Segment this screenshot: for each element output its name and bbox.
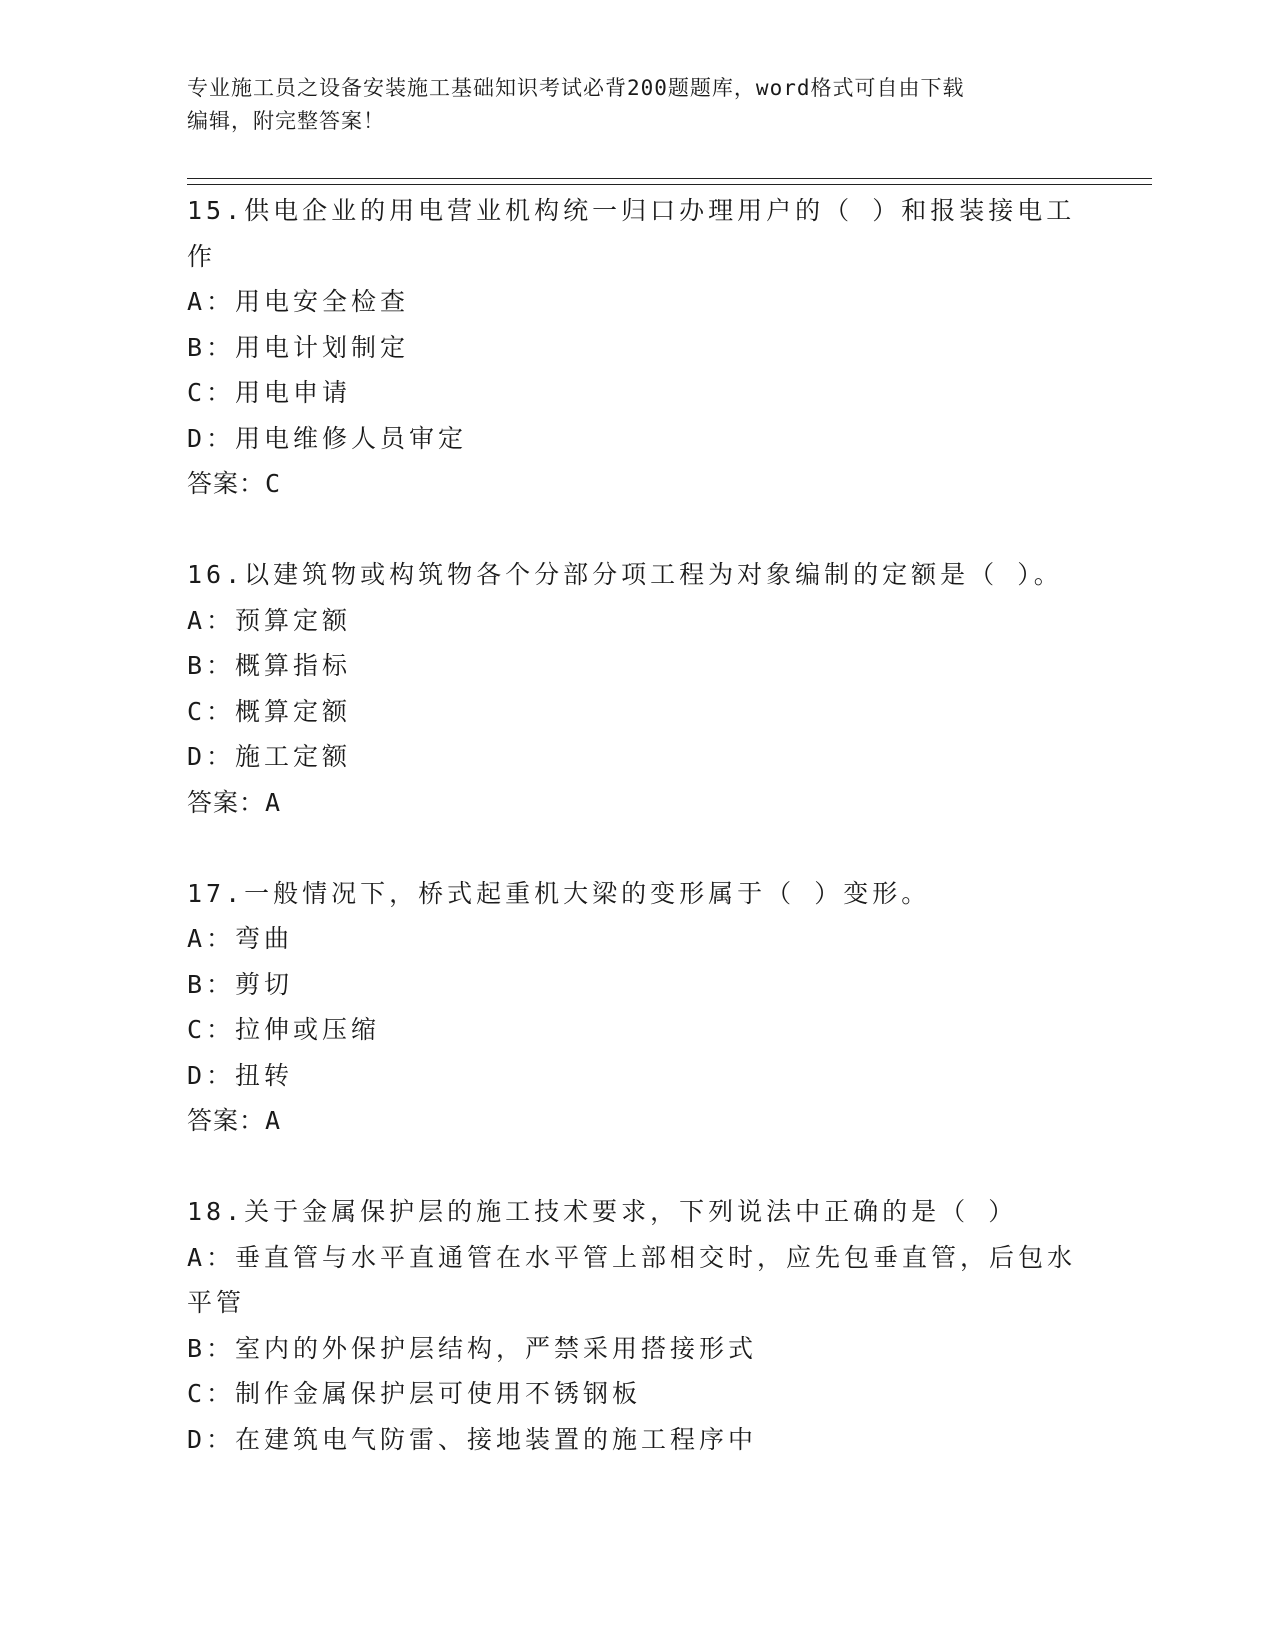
answer-line: 答案：C [187, 469, 282, 498]
option-c: C：概算定额 [187, 696, 352, 726]
option-a: A：弯曲 [187, 924, 294, 953]
option-d: D：施工定额 [187, 742, 352, 771]
option-a: A：用电安全检查 [187, 287, 410, 316]
option-b: B：用电计划制定 [187, 332, 410, 362]
question-stem-line: 16.以建筑物或构筑物各个分部分项工程为对象编制的定额是（ ）。 [187, 560, 1063, 589]
option-d: D：在建筑电气防雷、接地装置的施工程序中 [187, 1424, 758, 1454]
option-a: A：预算定额 [187, 605, 352, 635]
answer-line: 答案：A [187, 787, 282, 817]
question-stem-line: 17.一般情况下，桥式起重机大梁的变形属于（ ）变形。 [187, 878, 931, 908]
header-line-2: 编辑，附完整答案！ [187, 109, 385, 133]
question-15 [187, 188, 1087, 507]
question-stem-line: 作 [187, 241, 217, 271]
option-b: B：室内的外保护层结构，严禁采用搭接形式 [187, 1333, 758, 1363]
question-spacer [187, 1144, 1087, 1190]
option-b: B：剪切 [187, 969, 294, 999]
header-divider-bottom [187, 184, 1152, 185]
option-a-continuation: 平管 [187, 1288, 246, 1317]
header-line-1: 专业施工员之设备安装施工基础知识考试必背200题题库，word格式可自由下载 [187, 76, 965, 100]
header-divider-top [187, 178, 1152, 179]
option-d: D：用电维修人员审定 [187, 423, 468, 453]
option-c: C：拉伸或压缩 [187, 1015, 381, 1044]
answer-line: 答案：A [187, 1106, 282, 1135]
option-c: C：用电申请 [187, 378, 352, 407]
document-header [187, 72, 1087, 138]
question-18 [187, 1189, 1087, 1462]
option-c: C：制作金属保护层可使用不锈钢板 [187, 1379, 642, 1408]
question-stem-line: 15.供电企业的用电营业机构统一归口办理用户的（ ）和报装接电工 [187, 196, 1076, 225]
question-17 [187, 871, 1087, 1144]
question-spacer [187, 825, 1087, 871]
question-16 [187, 552, 1087, 825]
option-d: D：扭转 [187, 1060, 294, 1090]
option-b: B：概算指标 [187, 651, 352, 680]
question-list [187, 188, 1087, 1462]
question-stem-line: 18.关于金属保护层的施工技术要求，下列说法中正确的是（ ） [187, 1197, 1018, 1226]
option-a: A：垂直管与水平直通管在水平管上部相交时，应先包垂直管，后包水 [187, 1242, 1077, 1272]
question-spacer [187, 507, 1087, 553]
